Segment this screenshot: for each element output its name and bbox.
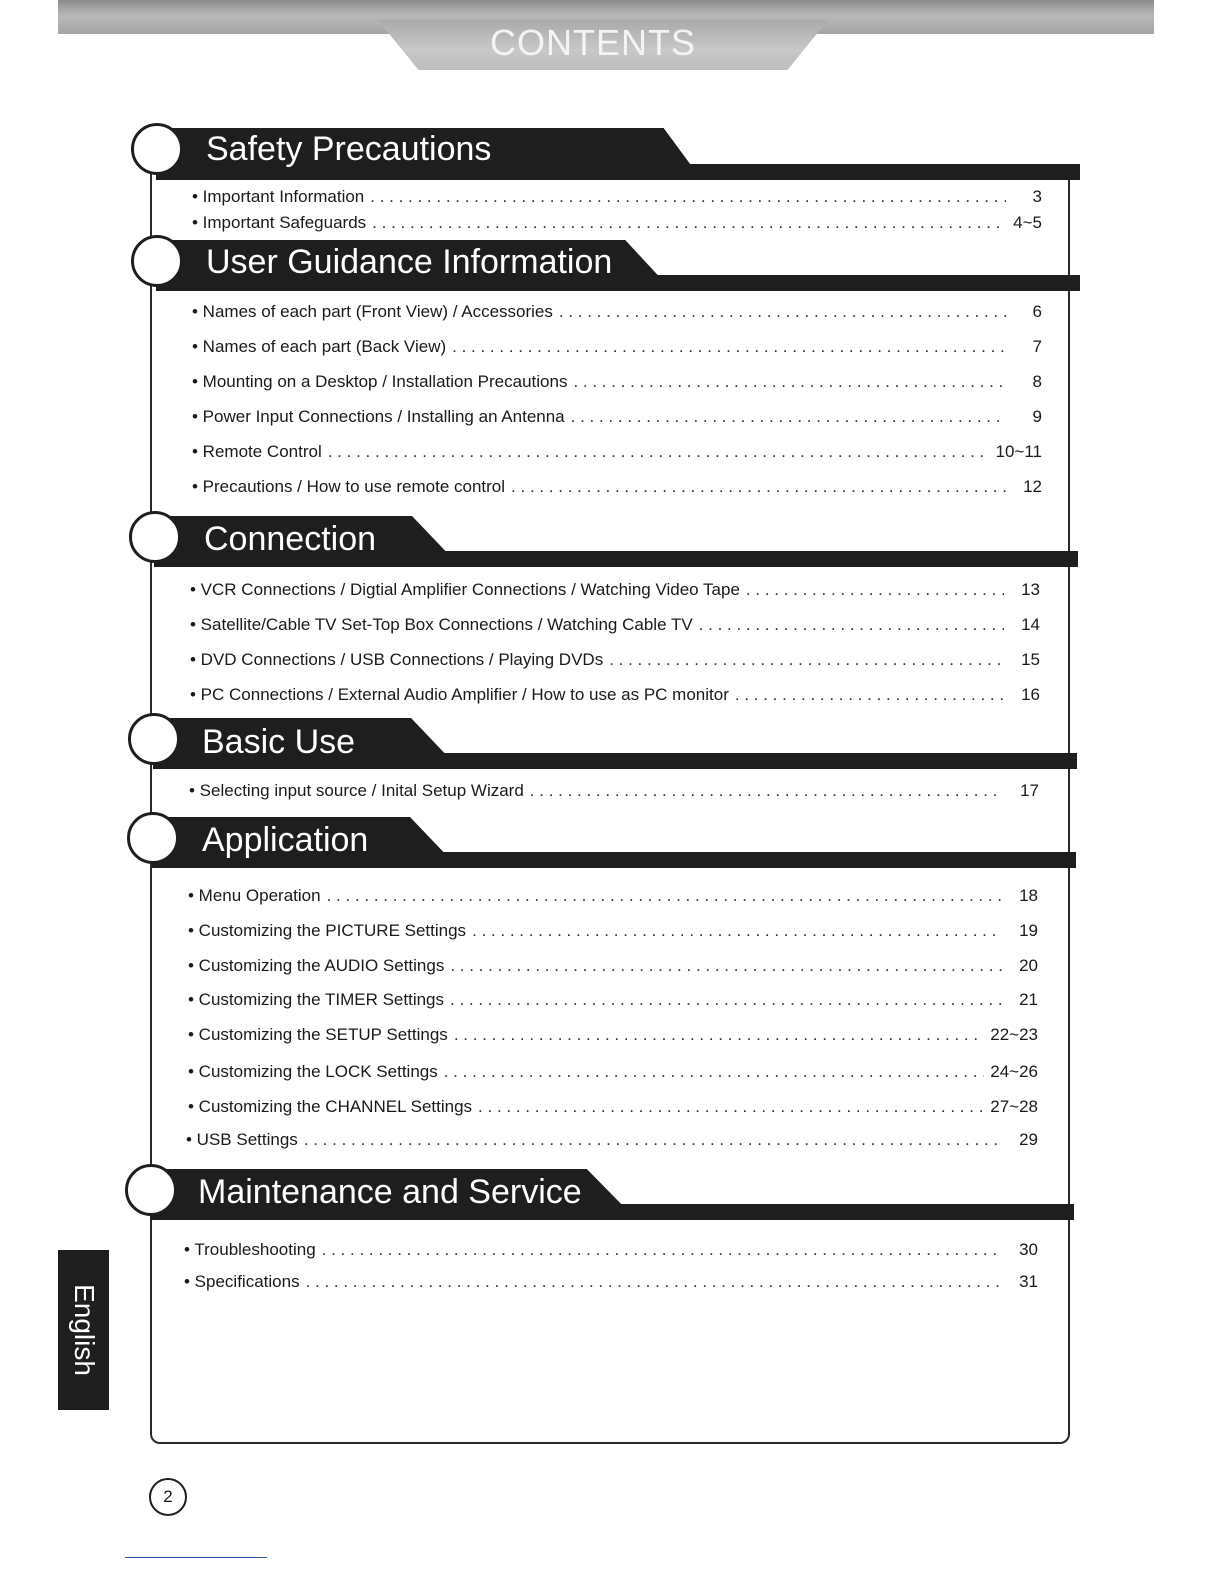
toc-entry-page: 20: [1019, 956, 1038, 975]
toc-entry-label: • Important Information: [192, 187, 365, 206]
toc-entry[interactable]: [189, 781, 1039, 801]
toc-entry-label: • Selecting input source / Inital Setup Wizard: [189, 781, 524, 800]
section-circle-icon: [127, 812, 179, 864]
toc-entry-page: 16: [1021, 685, 1040, 704]
dot-leader: [304, 1130, 1002, 1150]
toc-entry[interactable]: [186, 1130, 1038, 1150]
dot-leader: [735, 685, 1004, 705]
toc-entry-page: 17: [1020, 781, 1039, 800]
toc-entry-label: • Important Safeguards: [192, 213, 367, 232]
toc-entry-page: 29: [1019, 1130, 1038, 1149]
toc-entry-label: • Customizing the TIMER Settings: [188, 990, 445, 1009]
dot-leader: [444, 1062, 985, 1082]
toc-entry-label: • Names of each part (Back View): [192, 337, 447, 356]
dot-leader: [511, 477, 1006, 497]
toc-entry-page: 24~26: [990, 1062, 1038, 1081]
toc-entry-label: • Customizing the SETUP Settings: [188, 1025, 448, 1044]
toc-entry-label: • Mounting on a Desktop / Installation Precautions: [192, 372, 568, 391]
toc-entry[interactable]: [192, 302, 1042, 322]
language-tab-label-wrap: [58, 1250, 109, 1410]
toc-entry[interactable]: [190, 685, 1040, 705]
toc-entry-label: • Customizing the LOCK Settings: [188, 1062, 438, 1081]
toc-entry-label: • Power Input Connections / Installing an Antenna: [192, 407, 565, 426]
toc-entry[interactable]: [192, 442, 1042, 462]
toc-entry-page: 8: [1032, 372, 1042, 391]
toc-entry[interactable]: [188, 886, 1038, 906]
toc-entry[interactable]: [184, 1240, 1038, 1260]
dot-leader: [609, 650, 1004, 670]
toc-entry-page: 18: [1019, 886, 1038, 905]
dot-leader: [450, 956, 1002, 976]
language-tab-label: English: [68, 1284, 100, 1376]
toc-entry-page: 6: [1032, 302, 1042, 321]
section-title: Application: [202, 821, 369, 859]
dot-leader: [571, 407, 1006, 427]
toc-entry[interactable]: [188, 1025, 1038, 1045]
dot-leader: [452, 337, 1006, 357]
toc-entry-label: • Remote Control: [192, 442, 322, 461]
toc-entry[interactable]: [192, 407, 1042, 427]
footer-line: [125, 1557, 267, 1558]
toc-entry-page: 21: [1019, 990, 1038, 1009]
toc-entry-label: • PC Connections / External Audio Amplifier / How to use as PC monitor: [190, 685, 729, 704]
dot-leader: [454, 1025, 984, 1045]
section-circle-icon: [131, 123, 183, 175]
dot-leader: [370, 187, 1006, 207]
toc-entry-page: 15: [1021, 650, 1040, 669]
toc-entry[interactable]: [190, 580, 1040, 600]
toc-entry-page: 3: [1032, 187, 1042, 206]
dot-leader: [559, 302, 1006, 322]
section-title: Safety Precautions: [206, 130, 492, 168]
section-title: Basic Use: [202, 723, 356, 761]
toc-entry-page: 27~28: [990, 1097, 1038, 1116]
toc-entry-page: 10~11: [995, 442, 1042, 461]
toc-entry-label: • VCR Connections / Digtial Amplifier Connections / Watching Video Tape: [190, 580, 740, 599]
toc-entry[interactable]: [188, 1062, 1038, 1082]
toc-entry-label: • Customizing the PICTURE Settings: [188, 921, 467, 940]
toc-entry[interactable]: [192, 337, 1042, 357]
dot-leader: [746, 580, 1004, 600]
section-circle-icon: [129, 511, 181, 563]
toc-entry-page: 12: [1023, 477, 1042, 496]
toc-entry-page: 22~23: [990, 1025, 1038, 1044]
toc-entry-page: 31: [1019, 1272, 1038, 1291]
toc-entry-page: 7: [1032, 337, 1042, 356]
toc-entry-label: • Customizing the CHANNEL Settings: [188, 1097, 473, 1116]
toc-entry[interactable]: [192, 372, 1042, 392]
page-title: CONTENTS: [490, 22, 696, 63]
toc-entry[interactable]: [188, 921, 1038, 941]
dot-leader: [306, 1272, 1002, 1292]
toc-entry-label: • USB Settings: [186, 1130, 298, 1149]
toc-entry-page: 13: [1021, 580, 1040, 599]
toc-entry-label: • Specifications: [184, 1272, 300, 1291]
dot-leader: [450, 990, 1002, 1010]
section-title: Connection: [204, 520, 377, 558]
toc-entry-page: 9: [1032, 407, 1042, 426]
toc-entry-label: • Menu Operation: [188, 886, 321, 905]
toc-entry[interactable]: [188, 956, 1038, 976]
section-circle-icon: [128, 713, 180, 765]
toc-entry-label: • Precautions / How to use remote control: [192, 477, 506, 496]
dot-leader: [372, 213, 1006, 233]
toc-entry[interactable]: [188, 1097, 1038, 1117]
section-title: Maintenance and Service: [198, 1173, 582, 1211]
section-circle-icon: [125, 1164, 177, 1216]
page-number: [149, 1478, 187, 1516]
toc-entry-label: • Names of each part (Front View) / Accessories: [192, 302, 553, 321]
toc-entry-label: • DVD Connections / USB Connections / Playing DVDs: [190, 650, 604, 669]
page-number-text: 2: [163, 1487, 173, 1506]
section-circle-icon: [131, 235, 183, 287]
toc-entry-page: 14: [1021, 615, 1040, 634]
toc-entry-label: • Satellite/Cable TV Set-Top Box Connections / Watching Cable TV: [190, 615, 693, 634]
toc-entry-page: 4~5: [1013, 213, 1042, 232]
dot-leader: [328, 442, 990, 462]
toc-entry[interactable]: [190, 650, 1040, 670]
toc-entry-page: 19: [1019, 921, 1038, 940]
dot-leader: [327, 886, 1002, 906]
dot-leader: [322, 1240, 1002, 1260]
toc-entry[interactable]: [184, 1272, 1038, 1292]
dot-leader: [573, 372, 1006, 392]
toc-entry-label: • Troubleshooting: [184, 1240, 316, 1259]
dot-leader: [472, 921, 1002, 941]
toc-entry[interactable]: [190, 615, 1040, 635]
dot-leader: [530, 781, 1003, 801]
dot-leader: [699, 615, 1004, 635]
toc-entry-label: • Customizing the AUDIO Settings: [188, 956, 445, 975]
toc-entry[interactable]: [192, 477, 1042, 497]
toc-entry[interactable]: [188, 990, 1038, 1010]
toc-entry[interactable]: [192, 187, 1042, 207]
toc-entry[interactable]: [192, 213, 1042, 233]
dot-leader: [478, 1097, 984, 1117]
toc-entry-page: 30: [1019, 1240, 1038, 1259]
section-title: User Guidance Information: [206, 243, 613, 281]
